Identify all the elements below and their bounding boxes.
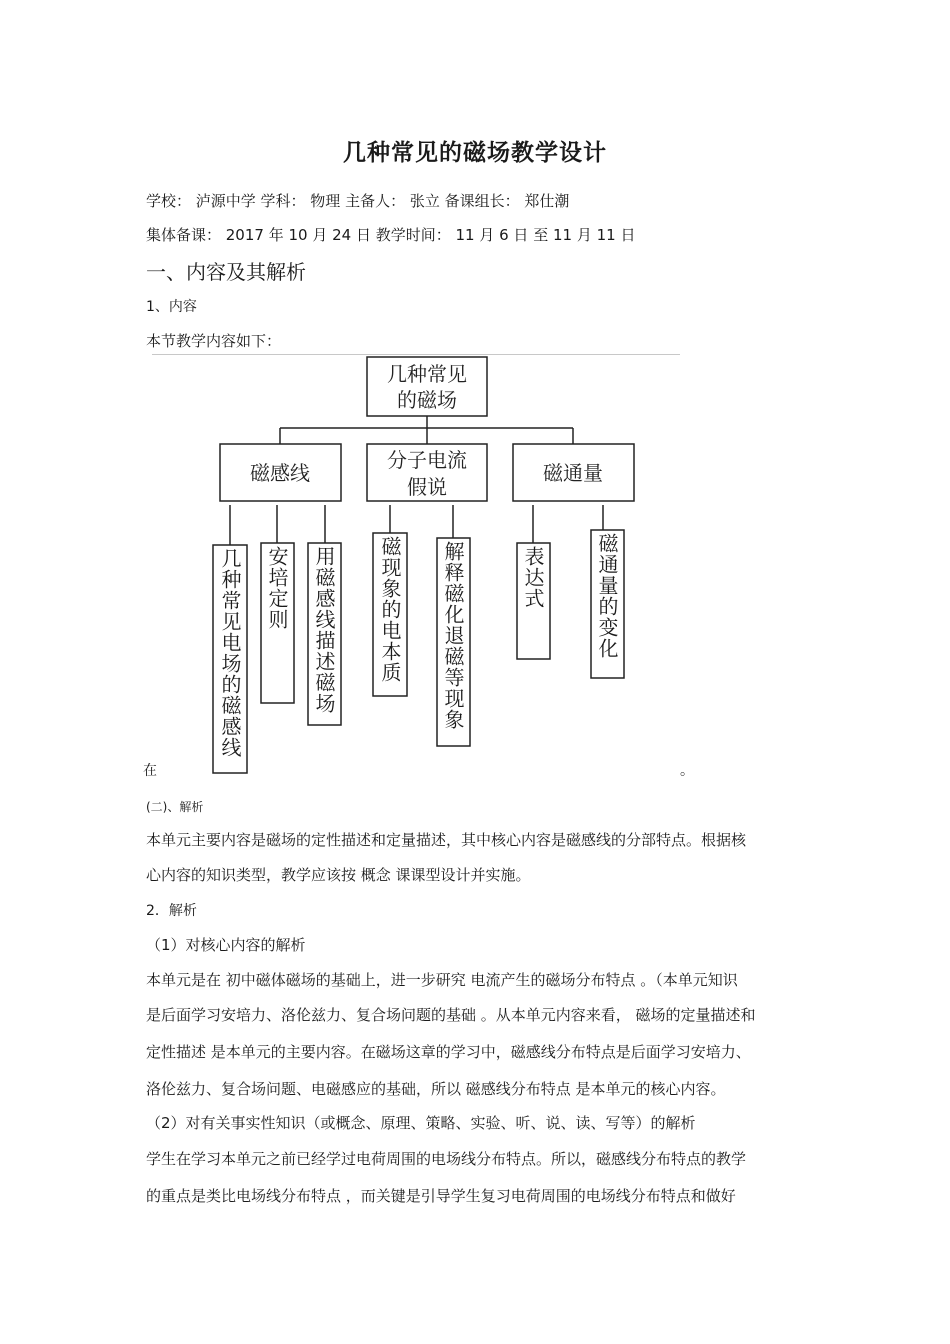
section-heading-content: 一、内容及其解析: [146, 260, 306, 284]
diagram-root-label-line1: 几种常见: [387, 362, 467, 386]
subheading-analysis: (二)、解析: [146, 800, 204, 814]
document-title: 几种常见的磁场教学设计: [343, 140, 607, 166]
diagram-node-label: 磁感线: [250, 461, 310, 485]
clipped-text-right: 。: [680, 763, 694, 779]
diagram-leaf-label: 磁通量的变化: [595, 533, 619, 659]
diagram-leaf-label: 磁现象的电本质: [378, 536, 402, 683]
diagram-node-label: 分子电流: [387, 448, 467, 472]
clipped-text-left: 在: [143, 763, 157, 779]
diagram-node-label: 假说: [407, 475, 447, 499]
paragraph-line: 心内容的知识类型，教学应该按 概念 课课型设计并实施。: [146, 866, 531, 884]
diagram-leaf-label: 解释磁化退磁等现象: [441, 541, 465, 730]
paragraph-line: 洛伦兹力、复合场问题、电磁感应的基础，所以 磁感线分布特点 是本单元的核心内容。: [146, 1080, 726, 1098]
paragraph-line: 学生在学习本单元之前已经学过电荷周围的电场线分布特点。所以，磁感线分布特点的教学: [146, 1150, 747, 1168]
diagram-root-label-line2: 的磁场: [397, 388, 457, 412]
diagram-leaf-label: 用磁感线描述磁场: [312, 546, 336, 714]
subheading-factual-knowledge: （2）对有关事实性知识（或概念、原理、策略、实验、听、说、读、写等）的解析: [146, 1114, 696, 1132]
paragraph-line: 本单元主要内容是磁场的定性描述和定量描述，其中核心内容是磁感线的分部特点。根据核: [146, 831, 747, 849]
paragraph-line: 的重点是类比电场线分布特点 ，而关键是引导学生复习电荷周围的电场线分布特点和做好: [146, 1187, 736, 1205]
diagram-node-label: 磁通量: [543, 461, 603, 485]
diagram-leaf-label: 表达式: [521, 546, 545, 609]
diagram-leaf-label: 安培定则: [265, 546, 289, 630]
paragraph-line: 本单元是在 初中磁体磁场的基础上，进一步研究 电流产生的磁场分布特点 。（本单元知识: [146, 971, 738, 989]
paragraph-line: 是后面学习安培力、洛伦兹力、复合场问题的基础 。从本单元内容来看， 磁场的定量描述和: [146, 1006, 756, 1024]
meta-school-line: 学校： 泸源中学 学科： 物理 主备人： 张立 备课组长： 郑仕潮: [146, 192, 570, 210]
intro-text: 本节教学内容如下：: [146, 332, 282, 350]
diagram-leaf-label: 几种常见电场的磁感线: [218, 548, 242, 758]
subheading-core-content: （1）对核心内容的解析: [146, 936, 306, 954]
paragraph-line: 定性描述 是本单元的主要内容。在磁场这章的学习中，磁感线分布特点是后面学习安培力、: [146, 1043, 751, 1061]
subheading-content: 1、内容: [146, 299, 197, 315]
subheading-analysis-2: 2．解析: [146, 903, 197, 919]
meta-date-line: 集体备课： 2017 年 10 月 24 日 教学时间： 11 月 6 日 至 11 月 11 日: [146, 226, 636, 244]
